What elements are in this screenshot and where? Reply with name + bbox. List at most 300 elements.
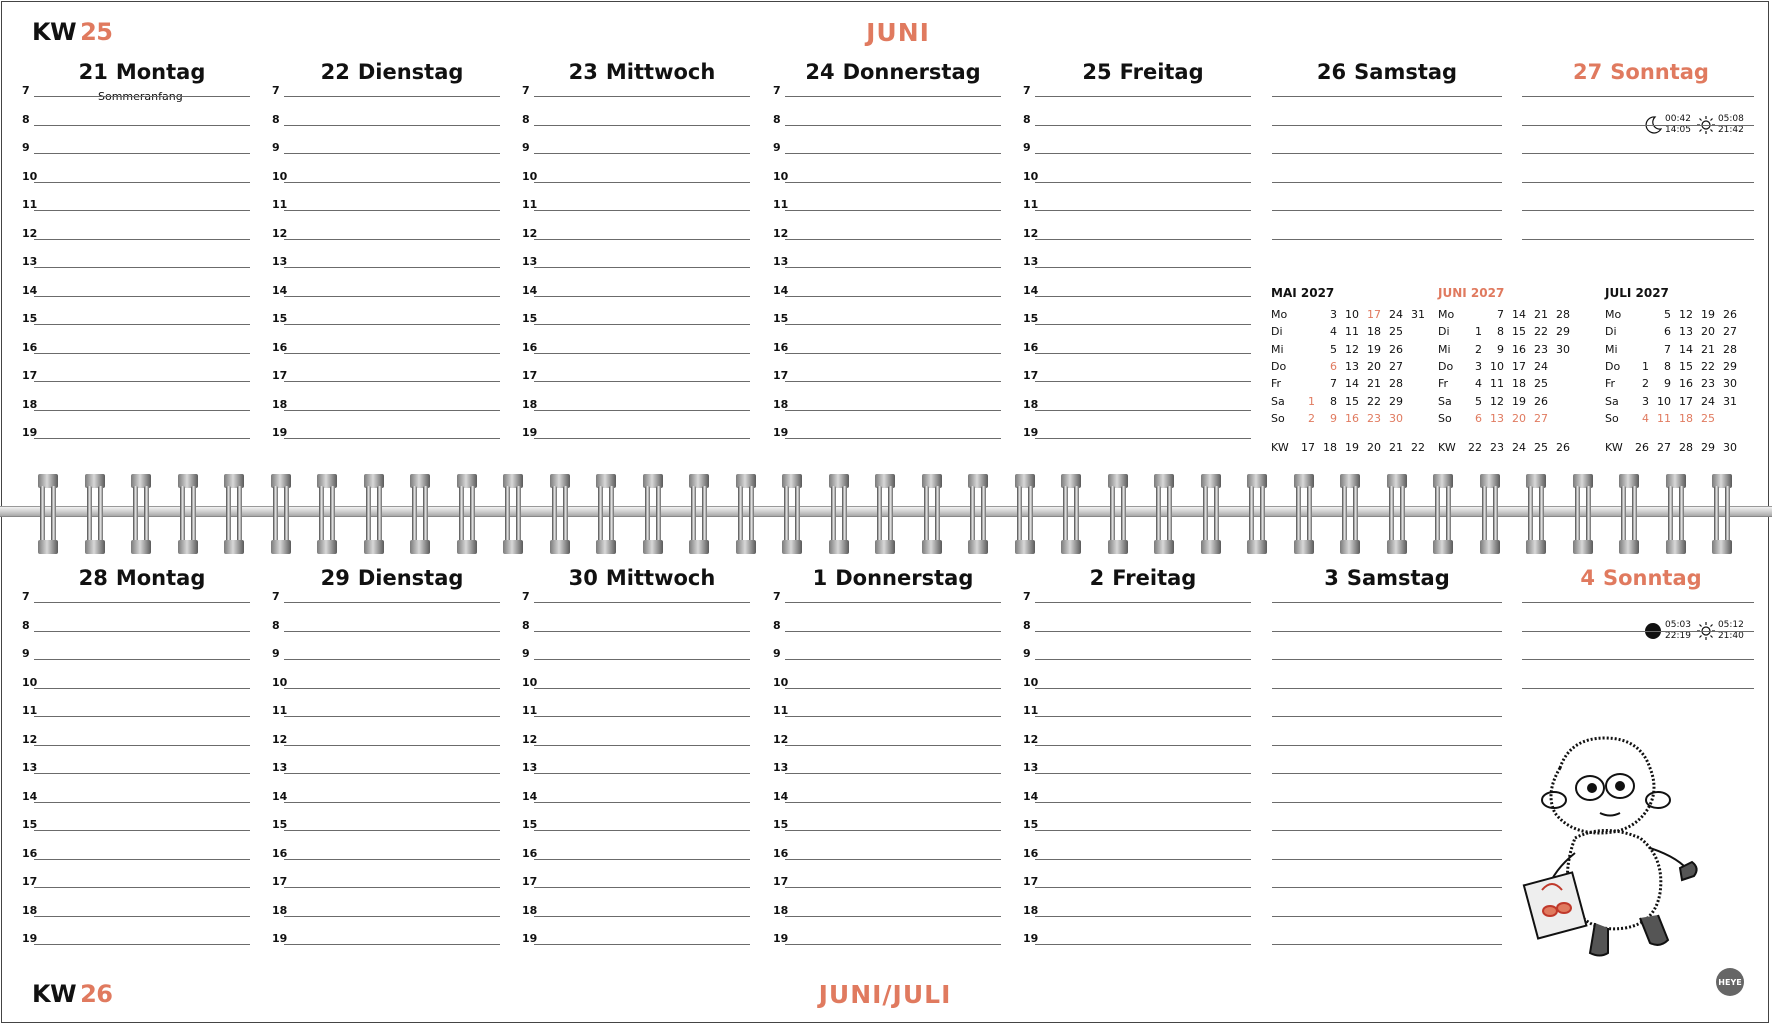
hour-line[interactable] [785, 773, 1001, 774]
hour-line[interactable] [34, 830, 250, 831]
hour-line[interactable] [534, 267, 750, 268]
hour-label: 11 [1023, 704, 1039, 717]
hour-label: 15 [522, 818, 538, 831]
hour-line[interactable] [1035, 239, 1251, 240]
hour-line[interactable] [785, 887, 1001, 888]
hour-label: 18 [1023, 903, 1039, 917]
date-cell: 29 [1389, 394, 1403, 408]
hour-line[interactable] [534, 887, 750, 888]
hour-label: 17 [22, 369, 38, 382]
hour-line[interactable] [534, 716, 750, 717]
hour-label: 19 [522, 426, 538, 439]
hour-line[interactable] [785, 688, 1001, 689]
hour-label: 10 [22, 169, 38, 183]
hour-line[interactable] [785, 830, 1001, 831]
mini-calendar [1438, 286, 1598, 462]
day-line[interactable] [1272, 745, 1502, 746]
hour-line[interactable] [34, 887, 250, 888]
spiral-ring [1433, 474, 1453, 554]
spiral-ring [1526, 474, 1546, 554]
publisher-logo: HEYE [1716, 968, 1744, 996]
hour-label: 17 [22, 875, 38, 888]
date-cell: 17 [1512, 359, 1526, 373]
day-line[interactable] [1272, 887, 1502, 888]
hour-line[interactable] [284, 773, 500, 774]
hour-line[interactable] [284, 602, 500, 603]
day-line[interactable] [1272, 944, 1502, 945]
week-number-top [32, 18, 112, 46]
day-name: Samstag [1346, 566, 1450, 590]
date-cell: 28 [1389, 377, 1403, 391]
date-cell: 8 [1664, 359, 1671, 373]
hour-line[interactable] [534, 438, 750, 439]
spiral-ring [1712, 474, 1732, 554]
hour-line[interactable] [34, 239, 250, 240]
day-name: Mittwoch [605, 60, 716, 84]
hour-line[interactable] [1035, 381, 1251, 382]
day-line[interactable] [1272, 631, 1502, 632]
hour-line[interactable] [1035, 859, 1251, 860]
hour-line[interactable] [284, 944, 500, 945]
day-name: Donnerstag [835, 566, 974, 590]
hour-line[interactable] [284, 324, 500, 325]
hour-line[interactable] [284, 353, 500, 354]
hour-line[interactable] [1035, 716, 1251, 717]
date-cell: 9 [1664, 377, 1671, 391]
hour-line[interactable] [34, 381, 250, 382]
hour-line[interactable] [284, 381, 500, 382]
hour-label: 17 [773, 875, 789, 888]
day-header [32, 566, 252, 590]
moon-rise: 00:42 [1665, 114, 1691, 124]
sun-rise: 05:08 [1717, 114, 1744, 124]
hour-line[interactable] [785, 210, 1001, 211]
hour-line[interactable] [785, 125, 1001, 126]
hour-label: 9 [272, 647, 280, 660]
hour-line[interactable] [785, 631, 1001, 632]
hour-label: 9 [773, 141, 781, 154]
hour-line[interactable] [534, 239, 750, 240]
date-cell: 3 [1642, 394, 1649, 408]
hour-line[interactable] [34, 688, 250, 689]
hour-line[interactable] [785, 438, 1001, 439]
date-cell: 10 [1657, 394, 1671, 408]
hour-line[interactable] [1035, 324, 1251, 325]
hour-line[interactable] [1035, 631, 1251, 632]
hour-label: 11 [773, 704, 789, 717]
hour-line[interactable] [34, 296, 250, 297]
spiral-ring [85, 474, 105, 554]
hour-line[interactable] [1035, 438, 1251, 439]
hour-label: 9 [272, 141, 280, 154]
hour-label: 15 [1023, 818, 1039, 831]
hour-label: 7 [522, 590, 530, 603]
date-cell: 9 [1497, 342, 1504, 356]
date-cell: 5 [1330, 342, 1337, 356]
hour-label: 12 [22, 732, 38, 746]
hour-line[interactable] [1035, 267, 1251, 268]
hour-line[interactable] [534, 324, 750, 325]
hour-label: 19 [22, 426, 38, 439]
hour-line[interactable] [284, 239, 500, 240]
day-line[interactable] [1272, 239, 1502, 240]
hour-line[interactable] [284, 96, 500, 97]
day-line[interactable] [1272, 688, 1502, 689]
hour-line[interactable] [34, 267, 250, 268]
month-title-bottom: JUNI/JULI [818, 980, 952, 1009]
day-line[interactable] [1522, 125, 1754, 126]
day-line[interactable] [1522, 688, 1754, 689]
hour-label: 8 [522, 112, 530, 126]
spiral-ring [1061, 474, 1081, 554]
hour-line[interactable] [34, 631, 250, 632]
day-line[interactable] [1272, 125, 1502, 126]
day-name: Dienstag [357, 60, 464, 84]
day-line[interactable] [1272, 716, 1502, 717]
hour-line[interactable] [284, 153, 500, 154]
day-line[interactable] [1522, 153, 1754, 154]
hour-line[interactable] [284, 296, 500, 297]
hour-line[interactable] [284, 802, 500, 803]
hour-line[interactable] [534, 353, 750, 354]
hour-line[interactable] [534, 688, 750, 689]
weekday-label: Do [1605, 359, 1621, 373]
kw-row-label: KW [1271, 441, 1289, 455]
hour-line[interactable] [785, 153, 1001, 154]
day-header [532, 60, 752, 84]
day-header [1033, 60, 1253, 84]
date-cell: 13 [1490, 411, 1504, 425]
hour-line[interactable] [1035, 410, 1251, 411]
hour-line[interactable] [34, 745, 250, 746]
date-cell: 24 [1389, 308, 1403, 321]
hour-line[interactable] [1035, 659, 1251, 660]
date-cell: 11 [1490, 377, 1504, 391]
hour-line[interactable] [34, 916, 250, 917]
hour-line[interactable] [284, 887, 500, 888]
hour-line[interactable] [34, 96, 250, 97]
date-cell: 4 [1330, 325, 1337, 339]
day-name: Donnerstag [842, 60, 981, 84]
hour-line[interactable] [785, 716, 1001, 717]
spiral-ring [364, 474, 384, 554]
hour-line[interactable] [1035, 802, 1251, 803]
hour-line[interactable] [284, 125, 500, 126]
day-column [773, 60, 1003, 460]
hour-label: 19 [272, 932, 288, 945]
day-line[interactable] [1522, 182, 1754, 183]
hour-label: 13 [272, 761, 288, 774]
hour-line[interactable] [284, 659, 500, 660]
hour-line[interactable] [534, 830, 750, 831]
hour-label: 18 [773, 903, 789, 917]
hour-label: 11 [22, 198, 38, 211]
hour-line[interactable] [284, 688, 500, 689]
hour-line[interactable] [34, 182, 250, 183]
spiral-ring [782, 474, 802, 554]
kw-cell: 27 [1657, 441, 1671, 455]
hour-line[interactable] [34, 944, 250, 945]
spiral-ring [457, 474, 477, 554]
hour-line[interactable] [785, 602, 1001, 603]
date-cell: 26 [1389, 342, 1403, 356]
hour-line[interactable] [1035, 296, 1251, 297]
date-cell: 24 [1534, 359, 1548, 373]
hour-line[interactable] [785, 659, 1001, 660]
hour-line[interactable] [34, 602, 250, 603]
date-cell: 26 [1534, 394, 1548, 408]
hour-line[interactable] [1035, 210, 1251, 211]
hour-line[interactable] [785, 296, 1001, 297]
day-header [282, 566, 502, 590]
spiral-ring [1294, 474, 1314, 554]
hour-line[interactable] [284, 631, 500, 632]
hour-line[interactable] [284, 745, 500, 746]
hour-line[interactable] [785, 410, 1001, 411]
hour-label: 19 [272, 426, 288, 439]
day-line[interactable] [1522, 210, 1754, 211]
hour-line[interactable] [785, 239, 1001, 240]
day-line[interactable] [1272, 153, 1502, 154]
hour-line[interactable] [1035, 887, 1251, 888]
hour-line[interactable] [534, 745, 750, 746]
hour-line[interactable] [34, 410, 250, 411]
hour-line[interactable] [1035, 182, 1251, 183]
hour-line[interactable] [284, 210, 500, 211]
day-line[interactable] [1272, 773, 1502, 774]
date-cell: 5 [1664, 308, 1671, 321]
day-line[interactable] [1522, 631, 1754, 632]
hour-label: 7 [1023, 84, 1031, 97]
hour-label: 9 [1023, 647, 1031, 660]
hour-line[interactable] [534, 210, 750, 211]
date-cell: 8 [1330, 394, 1337, 408]
hour-line[interactable] [785, 324, 1001, 325]
hour-line[interactable] [785, 859, 1001, 860]
kw-cell: 26 [1635, 441, 1649, 455]
date-cell: 14 [1679, 342, 1693, 356]
hour-line[interactable] [34, 659, 250, 660]
hour-line[interactable] [1035, 688, 1251, 689]
kw-number: 25 [80, 18, 113, 46]
hour-line[interactable] [34, 153, 250, 154]
hour-line[interactable] [534, 859, 750, 860]
hour-label: 13 [773, 255, 789, 268]
hour-label: 10 [272, 675, 288, 689]
hour-line[interactable] [1035, 773, 1251, 774]
hour-label: 8 [522, 618, 530, 632]
hour-line[interactable] [785, 916, 1001, 917]
hour-line[interactable] [534, 410, 750, 411]
hour-line[interactable] [534, 296, 750, 297]
day-line[interactable] [1522, 659, 1754, 660]
hour-label: 16 [22, 846, 38, 860]
hour-line[interactable] [1035, 96, 1251, 97]
day-line[interactable] [1522, 602, 1754, 603]
date-cell: 13 [1679, 325, 1693, 339]
spiral-ring [1340, 474, 1360, 554]
hour-line[interactable] [284, 716, 500, 717]
weekday-label: Fr [1605, 377, 1616, 391]
hour-label: 16 [773, 846, 789, 860]
hour-line[interactable] [785, 267, 1001, 268]
day-line[interactable] [1272, 830, 1502, 831]
day-line[interactable] [1272, 802, 1502, 803]
hour-line[interactable] [1035, 830, 1251, 831]
hour-line[interactable] [534, 381, 750, 382]
day-header [1272, 566, 1502, 590]
day-number: 1 [812, 566, 828, 590]
hour-label: 18 [1023, 397, 1039, 411]
hour-line[interactable] [284, 859, 500, 860]
date-cell: 31 [1723, 394, 1737, 408]
day-line[interactable] [1272, 659, 1502, 660]
spiral-ring [922, 474, 942, 554]
kw-cell: 22 [1468, 441, 1482, 455]
date-cell: 26 [1723, 308, 1737, 321]
date-cell: 7 [1330, 377, 1337, 391]
day-line[interactable] [1272, 210, 1502, 211]
day-line[interactable] [1272, 602, 1502, 603]
hour-line[interactable] [785, 353, 1001, 354]
spiral-ring [1480, 474, 1500, 554]
spiral-ring [736, 474, 756, 554]
hour-line[interactable] [534, 96, 750, 97]
hour-line[interactable] [34, 716, 250, 717]
date-cell: 16 [1512, 342, 1526, 356]
hour-label: 19 [22, 932, 38, 945]
spiral-ring [178, 474, 198, 554]
hour-line[interactable] [1035, 745, 1251, 746]
hour-label: 14 [22, 283, 38, 297]
hour-line[interactable] [284, 182, 500, 183]
spiral-ring [271, 474, 291, 554]
hour-line[interactable] [1035, 916, 1251, 917]
hour-line[interactable] [785, 802, 1001, 803]
day-line[interactable] [1272, 182, 1502, 183]
kw-cell: 25 [1534, 441, 1548, 455]
hour-line[interactable] [534, 659, 750, 660]
date-cell: 30 [1723, 377, 1737, 391]
day-name: Dienstag [357, 566, 464, 590]
day-header [1272, 60, 1502, 84]
day-line[interactable] [1272, 96, 1502, 97]
kw-cell: 21 [1389, 441, 1403, 455]
hour-label: 16 [773, 340, 789, 354]
hour-line[interactable] [34, 859, 250, 860]
hour-line[interactable] [284, 830, 500, 831]
hour-label: 17 [272, 875, 288, 888]
hour-label: 13 [522, 255, 538, 268]
hour-line[interactable] [534, 916, 750, 917]
hour-label: 7 [272, 590, 280, 603]
date-cell: 15 [1679, 359, 1693, 373]
day-line[interactable] [1272, 859, 1502, 860]
day-column [1023, 60, 1253, 460]
hour-line[interactable] [284, 410, 500, 411]
hour-label: 19 [773, 426, 789, 439]
date-cell: 21 [1367, 377, 1381, 391]
spiral-ring [1619, 474, 1639, 554]
hour-line[interactable] [534, 944, 750, 945]
hour-line[interactable] [34, 210, 250, 211]
hour-line[interactable] [284, 438, 500, 439]
hour-line[interactable] [534, 773, 750, 774]
mini-calendar-title: JUNI 2027 [1438, 286, 1505, 300]
hour-line[interactable] [1035, 602, 1251, 603]
date-cell: 6 [1664, 325, 1671, 339]
date-cell: 9 [1330, 411, 1337, 425]
date-cell: 23 [1701, 377, 1715, 391]
day-number: 27 [1573, 60, 1603, 84]
hour-line[interactable] [534, 631, 750, 632]
date-cell: 31 [1411, 308, 1425, 321]
kw-cell: 28 [1679, 441, 1693, 455]
hour-line[interactable] [34, 773, 250, 774]
sun-set: 21:42 [1717, 125, 1744, 135]
hour-line[interactable] [534, 802, 750, 803]
date-cell: 2 [1475, 342, 1482, 356]
hour-line[interactable] [534, 602, 750, 603]
day-line[interactable] [1522, 96, 1754, 97]
hour-line[interactable] [534, 182, 750, 183]
hour-line[interactable] [785, 745, 1001, 746]
hour-label: 16 [22, 340, 38, 354]
date-cell: 11 [1657, 411, 1671, 425]
hour-line[interactable] [34, 353, 250, 354]
kw-row-label: KW [1605, 441, 1623, 455]
hour-line[interactable] [34, 438, 250, 439]
kw-cell: 20 [1367, 441, 1381, 455]
spiral-ring [968, 474, 988, 554]
day-number: 24 [805, 60, 835, 84]
hour-line[interactable] [34, 125, 250, 126]
date-cell: 19 [1367, 342, 1381, 356]
hour-line[interactable] [34, 802, 250, 803]
day-name: Samstag [1354, 60, 1458, 84]
hour-line[interactable] [34, 324, 250, 325]
hour-line[interactable] [1035, 125, 1251, 126]
day-column [522, 60, 752, 460]
hour-line[interactable] [1035, 153, 1251, 154]
hour-line[interactable] [534, 125, 750, 126]
hour-label: 8 [773, 112, 781, 126]
hour-label: 19 [1023, 426, 1039, 439]
day-line[interactable] [1522, 239, 1754, 240]
hour-line[interactable] [785, 381, 1001, 382]
date-cell: 14 [1345, 377, 1359, 391]
hour-label: 14 [522, 283, 538, 297]
date-cell: 25 [1534, 377, 1548, 391]
date-cell: 6 [1475, 411, 1482, 425]
spiral-ring [875, 474, 895, 554]
day-line[interactable] [1272, 916, 1502, 917]
hour-line[interactable] [785, 182, 1001, 183]
hour-label: 11 [1023, 198, 1039, 211]
hour-line[interactable] [1035, 353, 1251, 354]
weekday-label: Mo [1605, 308, 1622, 321]
hour-line[interactable] [785, 96, 1001, 97]
hour-line[interactable] [1035, 944, 1251, 945]
hour-line[interactable] [534, 153, 750, 154]
hour-label: 10 [773, 169, 789, 183]
hour-label: 7 [1023, 590, 1031, 603]
hour-line[interactable] [785, 944, 1001, 945]
day-number: 2 [1089, 566, 1105, 590]
hour-line[interactable] [284, 916, 500, 917]
spiral-ring [829, 474, 849, 554]
hour-line[interactable] [284, 267, 500, 268]
